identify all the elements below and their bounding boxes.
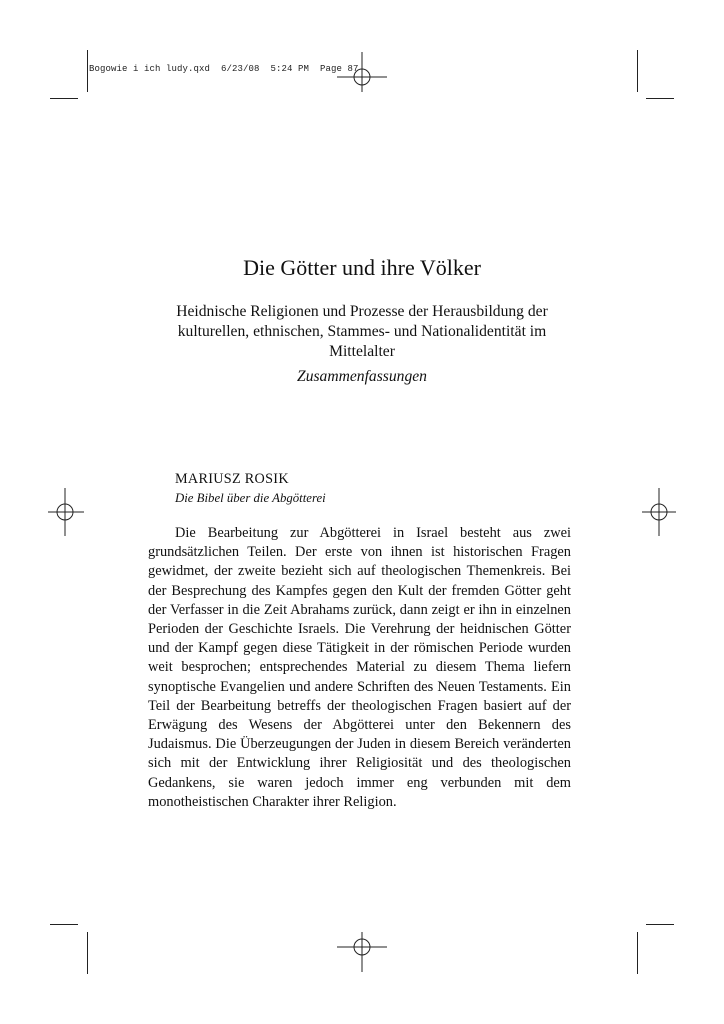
registration-mark-left: [48, 488, 84, 536]
registration-mark-top: [337, 52, 387, 92]
registration-mark-right: [642, 488, 676, 536]
registration-mark-bottom: [337, 932, 387, 972]
print-slug-line: Bogowie i ich ludy.qxd 6/23/08 5:24 PM Page 87: [89, 64, 359, 74]
article-title: Die Bibel über die Abgötterei: [175, 491, 326, 505]
section-heading: Zusammenfassungen: [297, 368, 427, 385]
abstract-paragraph: Die Bearbeitung zur Abgötterei in Israel besteht aus zwei grundsätzlichen Teilen. Der erste von ihnen ist historischen Fragen gewidmet, der zweite bezieht sich auf theologischen Themenkreis. Bei der Besprechung des Kampfes gegen den Kult der fremden Götter geht der Verfasser in die Zeit Abrahams zurück, dann zeigt er ihn in einzelnen Perioden der Geschichte Israels. Die Verehrung der heidnischen Götter und der Kampf gegen diese Tätigkeit in der römischen Periode wurden weit besprochen; entsprechendes Material zu diesem Thema liefern synoptische Evangelien und andere Schriften des Neuen Testaments. Ein Teil der Bearbeitung betreffs der theologischen Fragen basiert auf der Erwägung des Wesens der Abgötterei unter den Bekennern des Judaismus. Die Überzeugungen der Juden in diesem Bereich veränderten sich mit der Entwicklung ihrer Religiosität und des theologischen Gedankens, sie waren jedoch immer eng verbunden mit dem monotheistischen Charakter ihrer Religion.: [148, 525, 571, 810]
page-subtitle: Heidnische Religionen und Prozesse der Herausbildung der kulturellen, ethnischen, Stammes- und Nationalidentität im Mittelalter: [176, 303, 548, 360]
page-title: Die Götter und ihre Völker: [243, 255, 481, 280]
author-name: MARIUSZ ROSIK: [175, 471, 289, 487]
